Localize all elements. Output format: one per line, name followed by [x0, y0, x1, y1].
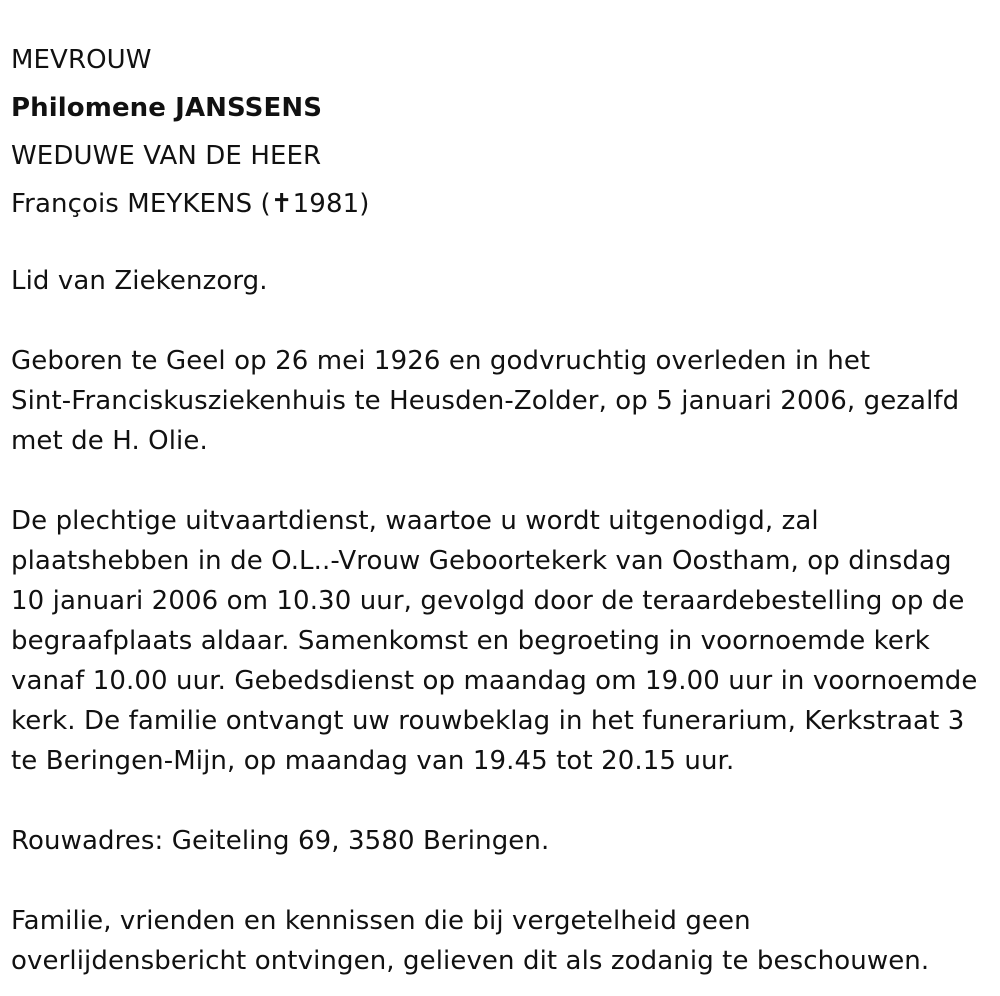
obituary-document	[11, 36, 996, 981]
birth-death-line: met de H. Olie.	[11, 426, 208, 456]
funeral-paragraph	[11, 501, 996, 781]
funeral-line: kerk. De familie ontvangt uw rouwbeklag in het funerarium, Kerkstraat 3	[11, 706, 965, 736]
closing-paragraph	[11, 901, 996, 981]
funeral-line: plaatshebben in de O.L..-Vrouw Geboortekerk van Oostham, op dinsdag	[11, 546, 952, 576]
funeral-line: De plechtige uitvaartdienst, waartoe u wordt uitgenodigd, zal	[11, 506, 819, 536]
funeral-line: vanaf 10.00 uur. Gebedsdienst op maandag om 19.00 uur in voornoemde	[11, 666, 978, 696]
birth-death-line: Sint-Franciskusziekenhuis te Heusden-Zolder, op 5 januari 2006, gezalfd	[11, 386, 960, 416]
address-paragraph	[11, 821, 996, 861]
closing-line: overlijdensbericht ontvingen, gelieven dit als zodanig te beschouwen.	[11, 946, 930, 976]
widow-line: WEDUWE VAN DE HEER	[11, 141, 322, 171]
birth-death-paragraph	[11, 341, 996, 461]
obituary-header	[11, 36, 996, 228]
mourning-address: Rouwadres: Geiteling 69, 3580 Beringen.	[11, 826, 550, 856]
funeral-line: begraafplaats aldaar. Samenkomst en begroeting in voornoemde kerk	[11, 626, 930, 656]
deceased-name: Philomene JANSSENS	[11, 93, 323, 123]
membership-paragraph	[11, 261, 996, 301]
funeral-line: 10 januari 2006 om 10.30 uur, gevolgd door de teraardebestelling op de	[11, 586, 965, 616]
husband-line: François MEYKENS (✝1981)	[11, 189, 370, 219]
funeral-line: te Beringen-Mijn, op maandag van 19.45 tot 20.15 uur.	[11, 746, 735, 776]
closing-line: Familie, vrienden en kennissen die bij vergetelheid geen	[11, 906, 751, 936]
birth-death-line: Geboren te Geel op 26 mei 1926 en godvruchtig overleden in het	[11, 346, 871, 376]
membership-line: Lid van Ziekenzorg.	[11, 266, 268, 296]
title-prefix: MEVROUW	[11, 45, 152, 75]
